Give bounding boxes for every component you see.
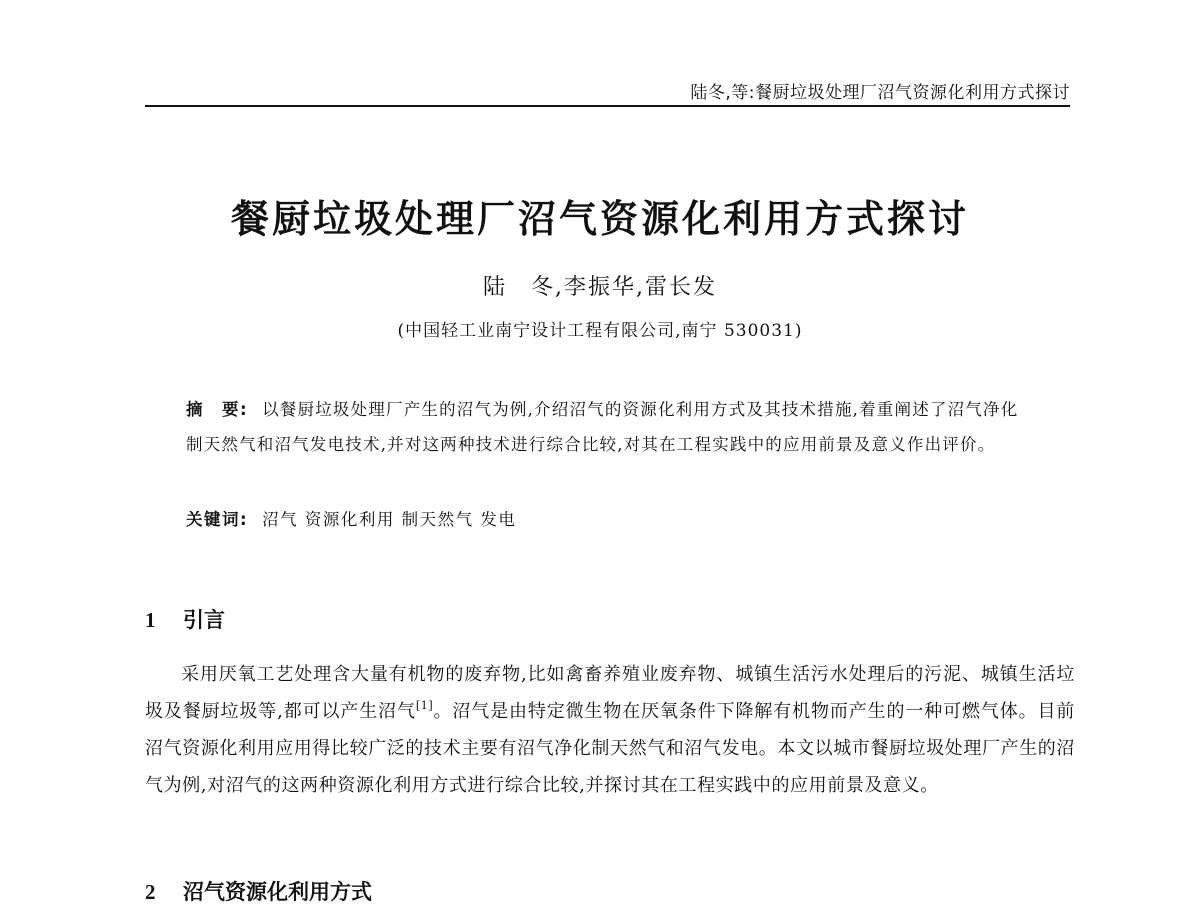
keywords-text: 沼气 资源化利用 制天然气 发电 — [262, 510, 517, 529]
abstract-label: 摘 要: — [186, 400, 249, 419]
paper-title: 餐厨垃圾处理厂沼气资源化利用方式探讨 — [230, 197, 969, 241]
introduction-paragraph — [145, 656, 1075, 804]
section-title: 引言 — [183, 608, 225, 632]
abstract — [186, 392, 1036, 462]
section-number: 2 — [145, 880, 156, 904]
citation-reference[interactable]: [1] — [415, 699, 434, 712]
running-header: 陆冬,等:餐厨垃圾处理厂沼气资源化利用方式探讨 — [690, 83, 1070, 103]
affiliation: (中国轻工业南宁设计工程有限公司,南宁 530031) — [397, 321, 803, 341]
authors: 陆 冬,李振华,雷长发 — [483, 275, 717, 300]
header-rule — [145, 105, 1070, 107]
abstract-text: 以餐厨垃圾处理厂产生的沼气为例,介绍沼气的资源化利用方式及其技术措施,着重阐述了沼气净化制天然气和沼气发电技术,并对这两种技术进行综合比较,对其在工程实践中的应用前景及意义作出评价。 — [186, 400, 1019, 454]
section-number: 1 — [145, 608, 156, 632]
section-title: 沼气资源化利用方式 — [183, 880, 372, 904]
keywords — [186, 506, 516, 530]
keywords-label: 关键词: — [186, 510, 249, 529]
section-heading-biogas-utilization — [145, 876, 372, 906]
intro-text-after-citation: 。沼气是由特定微生物在厌氧条件下降解有机物而产生的一种可燃气体。目前沼气资源化利用应用得比较广泛的技术主要有沼气净化制天然气和沼气发电。本文以城市餐厨垃圾处理厂产生的沼气为例,对沼气的这两种资源化利用方式进行综合比较,并探讨其在工程实践中的应用前景及意义。 — [145, 701, 1075, 796]
intro-text-before-citation: 采用厌氧工艺处理含大量有机物的废弃物,比如禽畜养殖业废弃物、城镇生活污水处理后的污泥、城镇生活垃圾及餐厨垃圾等,都可以产生沼气 — [145, 664, 1075, 722]
section-heading-introduction — [145, 604, 225, 634]
